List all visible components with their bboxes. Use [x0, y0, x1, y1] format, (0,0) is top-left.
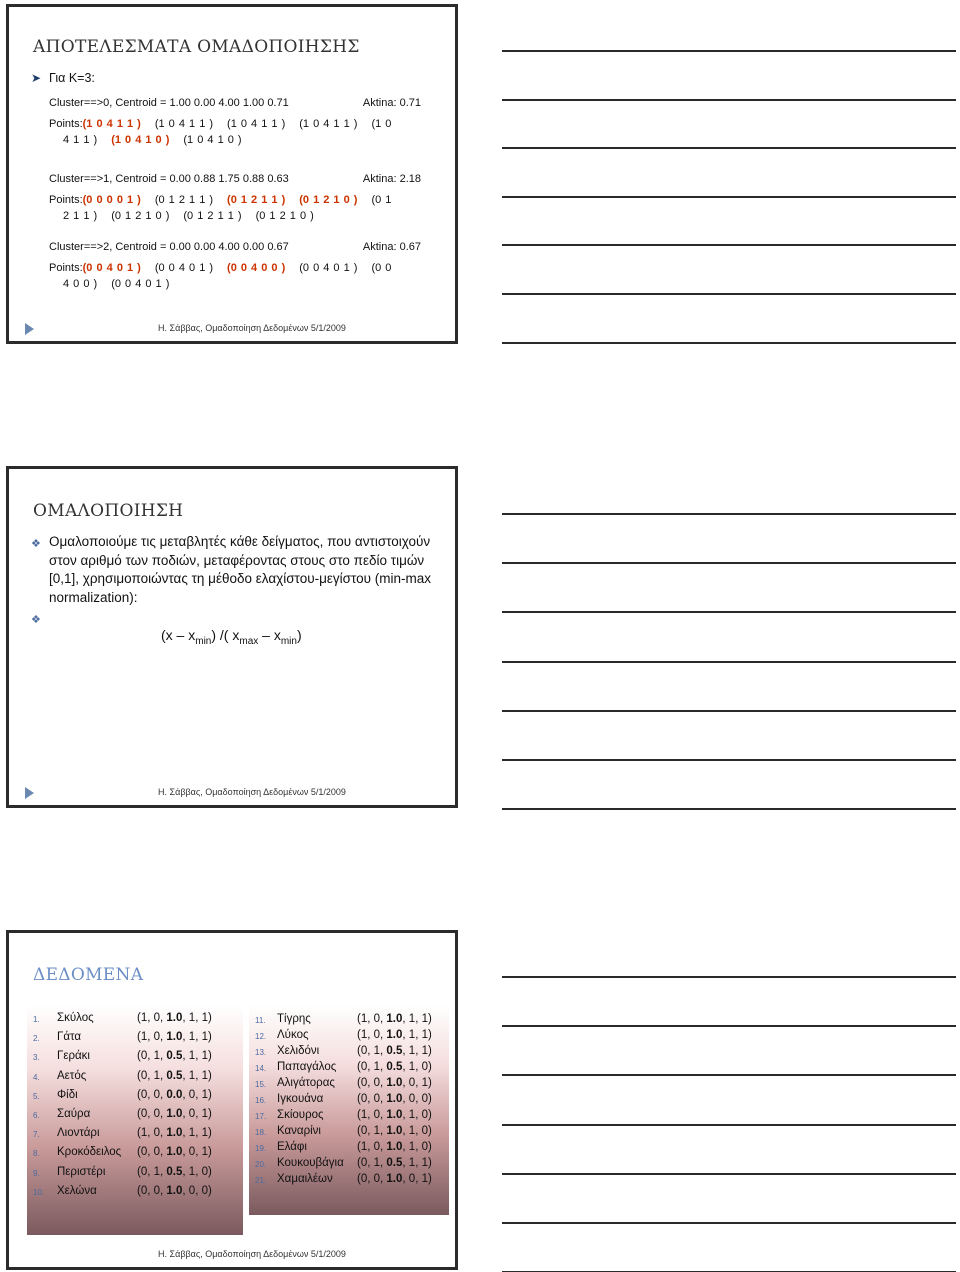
- note-line: [502, 50, 956, 52]
- bullet-text: Για K=3:: [49, 71, 95, 85]
- note-line: [502, 710, 956, 712]
- note-line: [502, 976, 956, 978]
- slide-title: ΔΕΔΟΜΕΝΑ: [33, 965, 144, 985]
- cluster-points: [49, 116, 449, 148]
- animal-name: Κουκουβάγια: [277, 1157, 344, 1169]
- row-number: 18.: [255, 1128, 267, 1137]
- animal-name: Χελιδόνι: [277, 1045, 320, 1057]
- cluster-block: [49, 241, 449, 292]
- cluster-point: 2 1 1 ): [63, 210, 98, 222]
- cluster-point: (1 0 4 1 0 ): [183, 134, 242, 146]
- animal-name: Περιστέρι: [57, 1165, 106, 1178]
- animal-name: Κροκόδειλος: [57, 1146, 122, 1159]
- feature-vector: (0, 1, 0.5, 1, 1): [357, 1157, 432, 1169]
- animal-name: Σκύλος: [57, 1012, 94, 1024]
- feature-vector: (0, 1, 0.5, 1, 1): [137, 1069, 212, 1082]
- cluster-point: 4 1 1 ): [63, 134, 98, 146]
- animal-name: Παπαγάλος: [277, 1061, 337, 1073]
- note-line: [502, 1124, 956, 1126]
- cluster-point: (1 0: [371, 118, 392, 130]
- row-number: 6.: [33, 1111, 40, 1120]
- row-number: 21.: [255, 1176, 267, 1185]
- cluster-points: [49, 192, 449, 224]
- animal-name: Φίδι: [57, 1088, 78, 1101]
- cluster-header: [49, 97, 449, 109]
- cluster-point: (0 0 4 0 1 ): [154, 262, 214, 274]
- row-number: 9.: [33, 1168, 40, 1178]
- row-number: 20.: [255, 1160, 267, 1169]
- slide-normalization: [6, 466, 458, 808]
- row-number: 5.: [33, 1091, 40, 1101]
- note-line: [502, 808, 956, 810]
- note-line: [502, 244, 956, 246]
- note-line: [502, 759, 956, 761]
- cluster-block: [49, 97, 449, 148]
- feature-vector: (1, 0, 1.0, 1, 1): [357, 1013, 432, 1025]
- row-number: 2.: [33, 1034, 40, 1044]
- row-number: 14.: [255, 1064, 267, 1073]
- cluster-point: (0 0: [371, 262, 392, 274]
- animal-name: Χελώνα: [57, 1184, 97, 1197]
- row-number: 17.: [255, 1112, 267, 1121]
- cluster-point: (1 0 4 1 1 ): [82, 118, 141, 130]
- data-panel-right: [249, 1005, 449, 1215]
- cluster-point: (1 0 4 1 1 ): [154, 118, 214, 130]
- animal-name: Σκίουρος: [277, 1109, 324, 1121]
- minmax-formula: $(x - x_{min})$ /( $x_{max} - x_{min}$): [161, 627, 302, 647]
- note-line: [502, 611, 956, 613]
- note-line: [502, 342, 956, 344]
- cluster-points-wrap: [49, 132, 449, 148]
- animal-name: Τίγρης: [277, 1013, 311, 1025]
- cluster-centroid: Cluster==>2, Centroid = 0.00 0.00 4.00 0.00 0.67: [49, 241, 289, 253]
- cluster-centroid: Cluster==>0, Centroid = 1.00 0.00 4.00 1.00 0.71: [49, 97, 289, 109]
- diamond-bullet-icon: ❖: [31, 614, 41, 626]
- feature-vector: (1, 0, 1.0, 1, 1): [137, 1031, 212, 1044]
- note-line: [502, 1025, 956, 1027]
- note-line: [502, 513, 956, 515]
- row-number: 19.: [255, 1144, 267, 1153]
- note-line: [502, 99, 956, 101]
- feature-vector: (0, 0, 1.0, 0, 0): [357, 1093, 432, 1105]
- cluster-radius: Aktina: 0.71: [362, 97, 421, 109]
- feature-vector: (1, 0, 1.0, 1, 1): [137, 1012, 212, 1024]
- cluster-point: (0 0 4 0 1 ): [111, 278, 170, 290]
- animal-name: Αλιγάτορας: [277, 1077, 335, 1089]
- animal-name: Λύκος: [277, 1029, 309, 1041]
- row-number: 11.: [255, 1016, 266, 1025]
- feature-vector: (0, 0, 0.0, 0, 1): [137, 1088, 212, 1101]
- feature-vector: (0, 0, 1.0, 0, 0): [137, 1184, 212, 1197]
- cluster-header: [49, 241, 449, 253]
- feature-vector: (0, 1, 0.5, 1, 1): [357, 1045, 432, 1057]
- feature-vector: (0, 1, 1.0, 1, 0): [357, 1125, 432, 1137]
- cluster-header: [49, 173, 449, 185]
- note-line: [502, 1222, 956, 1224]
- note-line: [502, 293, 956, 295]
- feature-vector: (0, 0, 1.0, 0, 1): [357, 1173, 432, 1185]
- cluster-points: [49, 260, 449, 292]
- cluster-point: (0 1 2 1 0 ): [255, 210, 314, 222]
- animal-name: Λιοντάρι: [57, 1127, 100, 1140]
- cluster-point: (0 1 2 1 1 ): [154, 194, 214, 206]
- note-line: [502, 196, 956, 198]
- feature-vector: (0, 1, 0.5, 1, 1): [137, 1050, 212, 1063]
- cluster-radius: Aktina: 2.18: [362, 173, 421, 185]
- animal-name: Ελάφι: [277, 1141, 307, 1153]
- cluster-point: (0 1 2 1 0 ): [299, 194, 358, 206]
- points-label: Points:: [49, 118, 83, 130]
- note-line: [502, 1173, 956, 1175]
- slide-footer: Η. Σάββας, Ομαδοποίηση Δεδομένων 5/1/2009: [158, 323, 346, 333]
- cluster-point: (0 1: [371, 194, 392, 206]
- feature-vector: (1, 0, 1.0, 1, 0): [357, 1141, 432, 1153]
- cluster-point: (0 1 2 1 1 ): [227, 194, 286, 206]
- animal-name: Γάτα: [57, 1031, 82, 1044]
- animal-name: Χαμαιλέων: [277, 1173, 333, 1185]
- note-line: [502, 562, 956, 564]
- feature-vector: (1, 0, 1.0, 1, 1): [357, 1029, 432, 1041]
- cluster-points-wrap: [49, 276, 449, 292]
- cluster-point: (0 0 4 0 1 ): [299, 262, 358, 274]
- feature-vector: (0, 1, 0.5, 1, 0): [357, 1061, 432, 1073]
- slide-footer: Η. Σάββας, Ομαδοποίηση Δεδομένων 5/1/2009: [158, 1249, 346, 1259]
- feature-vector: (1, 0, 1.0, 1, 0): [357, 1109, 432, 1121]
- row-number: 1.: [33, 1015, 40, 1024]
- note-line: [502, 661, 956, 663]
- animal-name: Καναρίνι: [277, 1125, 321, 1137]
- cluster-point: (0 1 2 1 0 ): [111, 210, 170, 222]
- animal-name: Σαύρα: [57, 1108, 91, 1120]
- cluster-point: 4 0 0 ): [63, 278, 98, 290]
- row-number: 13.: [255, 1048, 267, 1057]
- diamond-bullet-icon: ❖: [31, 538, 41, 550]
- row-number: 7.: [33, 1130, 40, 1140]
- row-number: 15.: [255, 1080, 267, 1089]
- points-label: Points:: [49, 194, 83, 206]
- row-number: 8.: [33, 1149, 40, 1159]
- cluster-centroid: Cluster==>1, Centroid = 0.00 0.88 1.75 0.88 0.63: [49, 173, 289, 185]
- row-number: 16.: [255, 1096, 267, 1105]
- data-panel-left: [27, 1005, 243, 1235]
- row-number: 10.: [33, 1187, 45, 1197]
- slide-footer: Η. Σάββας, Ομαδοποίηση Δεδομένων 5/1/2009: [158, 787, 346, 797]
- normalization-paragraph: Ομαλοποιούμε τις μεταβλητές κάθε δείγματος, που αντιστοιχούν στον αριθμό των ποδιών, μεταφέροντας στους στο πεδίο τιμών [0,1], χρησιμοποιώντας τη μέθοδο ελαχίστου-μεγίστου (min-max normalization):: [49, 534, 431, 605]
- cluster-point: (1 0 4 1 1 ): [227, 118, 286, 130]
- cluster-point: (1 0 4 1 1 ): [299, 118, 358, 130]
- cluster-point: (0 0 0 0 1 ): [82, 194, 141, 206]
- slide-title: ΑΠΟΤΕΛΕΣΜΑΤΑ ΟΜΑΔΟΠΟΙΗΣΗΣ: [33, 37, 360, 57]
- cluster-block: [49, 173, 449, 224]
- note-line: [502, 1074, 956, 1076]
- row-number: 3.: [33, 1053, 40, 1063]
- cluster-point: (0 1 2 1 1 ): [183, 210, 242, 222]
- cluster-points-wrap: [49, 208, 449, 224]
- slide-data: [6, 930, 458, 1270]
- slide-clustering-results: [6, 4, 458, 344]
- animal-name: Αετός: [57, 1069, 87, 1082]
- feature-vector: (0, 0, 1.0, 0, 1): [137, 1146, 212, 1159]
- row-number: 4.: [33, 1072, 40, 1082]
- feature-vector: (0, 1, 0.5, 1, 0): [137, 1165, 212, 1178]
- feature-vector: (0, 0, 1.0, 0, 1): [137, 1108, 212, 1120]
- cluster-point: (1 0 4 1 0 ): [111, 134, 170, 146]
- arrow-bullet-icon: ➤: [31, 71, 42, 85]
- row-number: 12.: [255, 1032, 267, 1041]
- cluster-point: (0 0 4 0 1 ): [82, 262, 141, 274]
- note-line: [502, 147, 956, 149]
- animal-name: Γεράκι: [57, 1050, 90, 1063]
- feature-vector: (1, 0, 1.0, 1, 1): [137, 1127, 212, 1140]
- slide-title: ΟΜΑΛΟΠΟΙΗΣΗ: [33, 501, 184, 521]
- cluster-point: (0 0 4 0 0 ): [227, 262, 286, 274]
- animal-name: Ιγκουάνα: [277, 1093, 324, 1105]
- feature-vector: (0, 0, 1.0, 0, 1): [357, 1077, 432, 1089]
- points-label: Points:: [49, 262, 83, 274]
- cluster-radius: Aktina: 0.67: [362, 241, 421, 253]
